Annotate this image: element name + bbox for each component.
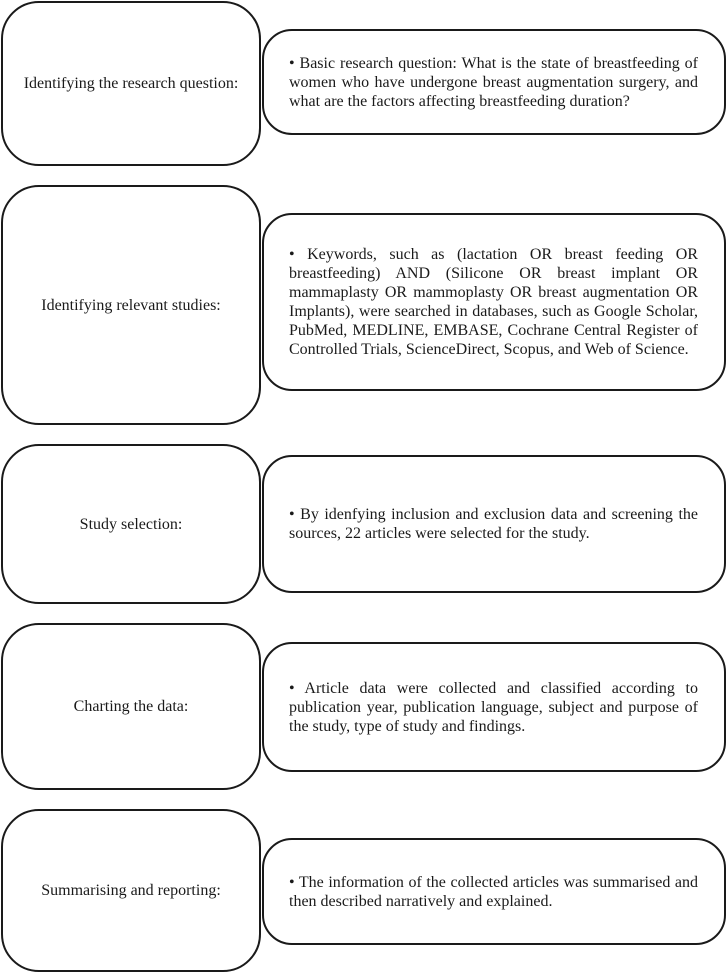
step-3-description-box: [262, 455, 726, 593]
step-4-description: Article data were collected and classified according to publication year, publication language, subject and purpose of the study, type of study and findings.: [289, 679, 698, 735]
step-2-label-box: [1, 185, 261, 425]
step-4-description-box: [262, 642, 726, 772]
step-3-description: By idenfying inclusion and exclusion data and screening the sources, 22 articles were selected for the study.: [289, 506, 699, 542]
step-1-description: Basic research question: What is the state of breastfeeding of women who have undergone breast augmentation surgery, and what are the factors affecting breastfeeding duration?: [289, 54, 699, 110]
step-4-label-box: [1, 623, 261, 790]
step-2-label: Identifying relevant studies:: [41, 296, 221, 314]
step-3-label: Study selection:: [79, 515, 183, 533]
step-2-description-box: [262, 213, 726, 391]
step-5-label-box: [1, 809, 261, 972]
step-5-label: Summarising and reporting:: [41, 882, 221, 899]
step-5-description: The information of the collected articles was summarised and then described narratively and explained.: [289, 873, 699, 910]
step-2-description: Keywords, such as (lactation OR breast feeding OR breastfeeding) AND (Silicone OR breast implant OR mammaplasty OR mammoplasty OR breast augmentation OR Implants), were searched in databases, such as Google Scholar, PubMed, MEDLINE, EMBASE, Cochrane Central Register of Controlled Trials, ScienceDirect, Scopus, and Web of Science.: [289, 246, 699, 358]
step-4-label: Charting the data:: [73, 698, 189, 715]
step-5-bullet: •: [289, 873, 295, 891]
step-5-description-box: [262, 838, 726, 945]
step-3-label-box: [1, 444, 261, 604]
step-1-label-box: [1, 1, 261, 166]
step-1-label: Identifying the research question:: [23, 75, 239, 92]
step-1-description-box: [262, 29, 726, 135]
step-4-bullet: •: [289, 679, 295, 697]
step-1-bullet: •: [289, 54, 295, 72]
step-2-bullet: •: [289, 246, 295, 263]
step-3-bullet: •: [289, 506, 295, 523]
